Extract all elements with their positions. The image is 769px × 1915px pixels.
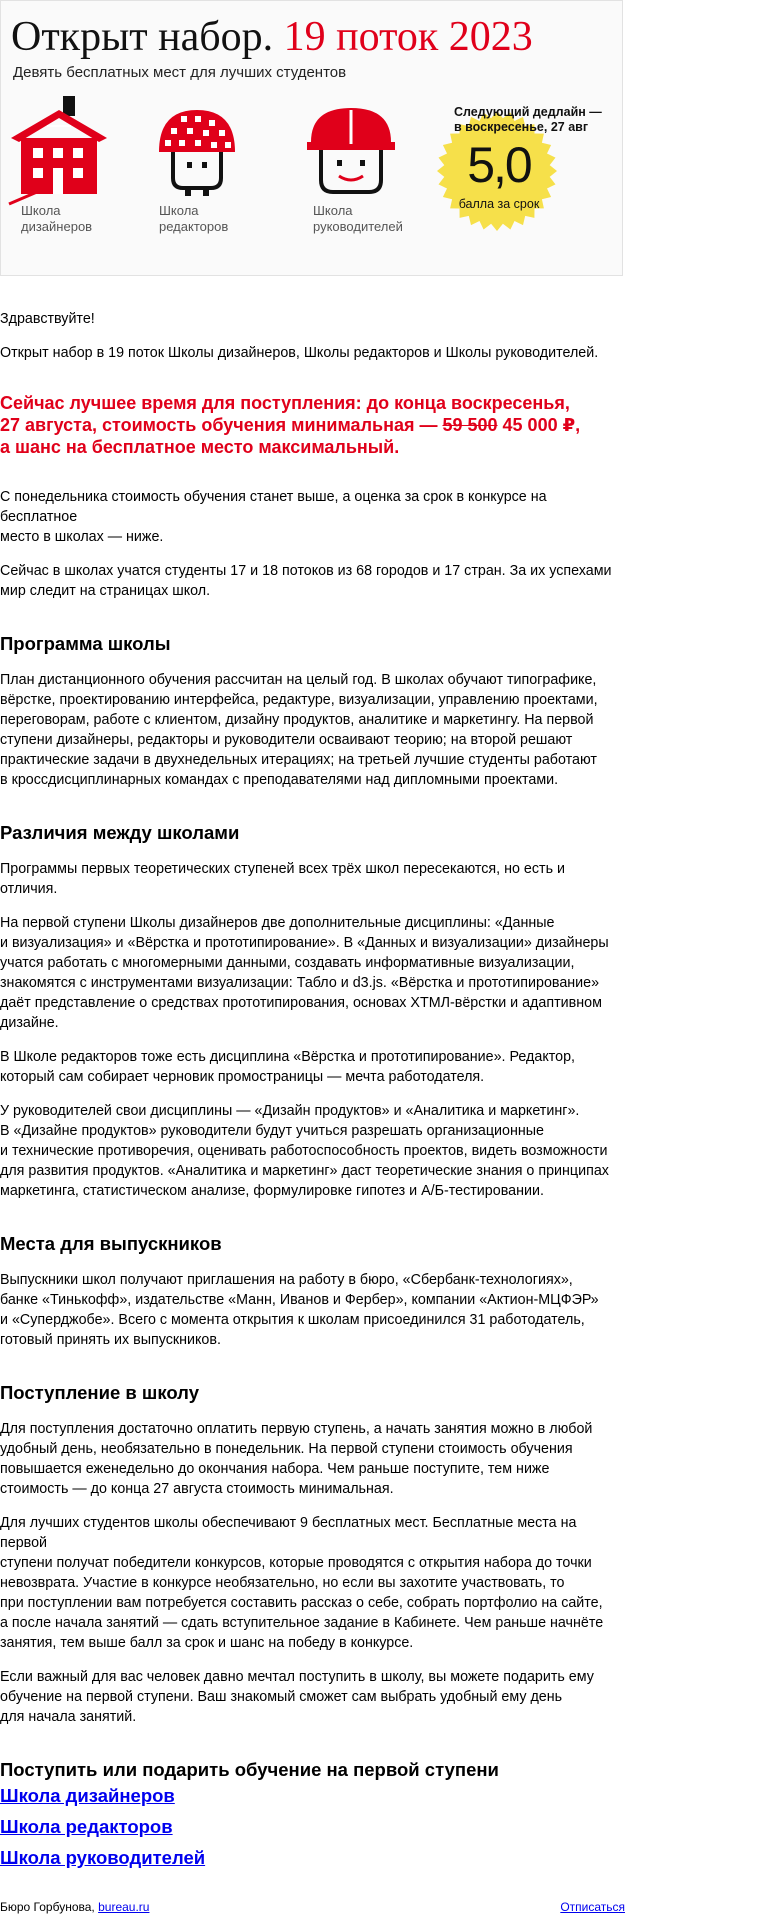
school-editors-tile: [141, 96, 261, 234]
text-line: Если важный для вас человек давно мечтал поступить в школу, вы можете подарить ему: [0, 1669, 594, 1685]
text-line: ступени дизайнеры, редакторы и руководители осваивают теорию; на второй решают: [0, 732, 573, 748]
school-label-line: Школа: [159, 203, 199, 218]
text-line: и «Суперджобе». Всего с момента открытия к школам присоединился 31 работодатель,: [0, 1312, 585, 1328]
text-line: Для лучших студентов школы обеспечивают 9 бесплатных мест. Бесплатные места на первой: [0, 1515, 577, 1551]
text-line: обучение на первой ступени. Ваш знакомый сможет сам выбрать удобный ему день: [0, 1689, 563, 1705]
price-change-note: [0, 487, 625, 547]
text-line: маркетинга, статистическом анализе, формулировке гипотез и А/Б-тестировании.: [0, 1183, 544, 1199]
footer-sender: [0, 1899, 149, 1915]
school-label-line: Школа: [313, 203, 353, 218]
section-title-program: Программа школы: [0, 633, 171, 654]
text-line: С понедельника стоимость обучения станет выше, а оценка за срок в конкурсе на бесплатное: [0, 489, 547, 525]
house-icon: [7, 96, 111, 206]
text-line: дизайне.: [0, 1015, 59, 1031]
school-label-line: руководителей: [313, 219, 403, 234]
text-line: Выпускники школ получают приглашения на работу в бюро, «Сбербанк-технологиях»,: [0, 1272, 573, 1288]
unsubscribe-link[interactable]: Отписаться: [560, 1900, 625, 1914]
deadline-line: в воскресенье, 27 авг: [454, 120, 589, 134]
text-line: удобный день, необязательно в понедельник. На первой ступени стоимость обучения: [0, 1441, 573, 1457]
greeting: Здравствуйте!: [0, 311, 95, 327]
school-label-line: редакторов: [159, 219, 229, 234]
text-line: и технические противоречия, оценивать работоспособность проектов, видеть возможности: [0, 1143, 608, 1159]
enroll-links: [0, 1784, 625, 1870]
school-label-line: Школа: [21, 203, 61, 218]
score-caption: балла за срок: [458, 197, 540, 211]
text-line: Программы первых теоретических ступеней всех трёх школ пересекаются, но есть и отличия.: [0, 861, 565, 897]
text-line: Сейчас в школах учатся студенты 17 и 18 потоков из 68 городов и 17 стран. За их успехами: [0, 563, 612, 579]
text-line: В Школе редакторов тоже есть дисциплина «Вёрстка и прототипирование». Редактор,: [0, 1049, 575, 1065]
score-value: 5,0: [467, 137, 531, 193]
jobs-text: [0, 1270, 625, 1350]
promo-banner[interactable]: [0, 0, 623, 276]
old-price: 59 500: [442, 415, 498, 435]
text-line: практические задачи в двухнедельных итерациях; на третьей лучшие студенты работают: [0, 752, 597, 768]
banner-title-main: Открыт набор.: [11, 14, 274, 60]
deadline-line: Следующий дедлайн —: [454, 105, 602, 119]
intro-text: Открыт набор в 19 поток Школы дизайнеров, Школы редакторов и Школы руководителей.: [0, 345, 599, 361]
text-line: повышается еженедельно до окончания набора. Чем раньше поступите, тем ниже: [0, 1461, 550, 1477]
footer-site-link[interactable]: bureau.ru: [98, 1900, 150, 1914]
text-line: У руководителей свои дисциплины — «Дизайн продуктов» и «Аналитика и маркетинг».: [0, 1103, 580, 1119]
email-footer: [0, 1899, 625, 1915]
school-editors-label: [159, 203, 269, 235]
differences-designers: [0, 913, 625, 1033]
callout-line: а шанс на бесплатное место максимальный.: [0, 437, 400, 457]
text-line: а после начала занятий — сдать вступительное задание в Кабинете. Чем раньше начнёте: [0, 1615, 604, 1631]
text-line: переговорам, работе с клиентом, дизайну продуктов, аналитике и маркетингу. На первой: [0, 712, 594, 728]
differences-managers: [0, 1101, 625, 1201]
text-line: мир следит на страницах школ.: [0, 583, 211, 599]
admission-text-3: [0, 1667, 625, 1727]
admission-text-1: [0, 1419, 625, 1499]
callout-line: [0, 414, 625, 436]
text-line: в кроссдисциплинарных командах с преподавателями над дипломными проектами.: [0, 772, 559, 788]
text-line: На первой ступени Школы дизайнеров две дополнительные дисциплины: «Данные: [0, 915, 555, 931]
text-line: учатся работать с многомерными данными, создавать информативные визуализации,: [0, 955, 575, 971]
text-line: В «Дизайне продуктов» руководители будут учиться разрешать организационные: [0, 1123, 544, 1139]
banner-title: [11, 13, 533, 61]
section-title-differences: Различия между школами: [0, 822, 240, 843]
text-line: для начала занятий.: [0, 1709, 137, 1725]
text-line: вёрстке, проектированию интерфейса, редактуре, визуализации, управлению проектами,: [0, 692, 598, 708]
school-designers-label: [21, 203, 131, 235]
section-title-jobs: Места для выпускников: [0, 1233, 222, 1254]
link-school-designers[interactable]: Школа дизайнеров: [0, 1785, 175, 1806]
callout-line: Сейчас лучшее время для поступления: до конца воскресенья,: [0, 393, 570, 413]
students-note: [0, 561, 625, 601]
program-text: [0, 670, 625, 790]
school-designers-tile: [7, 96, 127, 234]
banner-title-accent: 19 поток 2023: [283, 14, 533, 60]
text-line: который сам собирает черновик промостраницы — мечта работодателя.: [0, 1069, 485, 1085]
section-title-enroll: Поступить или подарить обучение на первой ступени: [0, 1759, 499, 1780]
text-line: План дистанционного обучения рассчитан на целый год. В школах обучают типографике,: [0, 672, 597, 688]
text-line: готовый принять их выпускников.: [0, 1332, 221, 1348]
link-school-managers[interactable]: Школа руководителей: [0, 1847, 206, 1868]
banner-subtitle: Девять бесплатных мест для лучших студентов: [13, 64, 347, 81]
text-line: Для поступления достаточно оплатить первую ступень, а начать занятия можно в любой: [0, 1421, 593, 1437]
text-line: даёт представление о средствах прототипирования, основах ХТМЛ-вёрстки и адаптивном: [0, 995, 602, 1011]
text-line: банке «Тинькофф», издательстве «Манн, Иванов и Фербер», компании «Актион-МЦФЭР»: [0, 1292, 599, 1308]
text-line: стоимость — до конца 27 августа стоимость минимальная.: [0, 1481, 394, 1497]
text-line: и визуализация» и «Вёрстка и прототипирование». В «Данных и визуализации» дизайнеры: [0, 935, 609, 951]
text-line: при поступлении вам потребуется составить рассказ о себе, собрать портфолио на сайте,: [0, 1595, 603, 1611]
text-line: знакомятся с инструментами визуализации: Табло и d3.js. «Вёрстка и прототипирование»: [0, 975, 600, 991]
callout-line-prefix: 27 августа, стоимость обучения минимальная —: [0, 415, 443, 435]
text-line: невозврата. Участие в конкурсе необязательно, но если вы захотите участвовать, то: [0, 1575, 565, 1591]
text-line: ступени получат победители конкурсов, которые проводятся с открытия набора до точки: [0, 1555, 592, 1571]
school-managers-label: [313, 203, 423, 235]
admission-text-2: [0, 1513, 625, 1653]
footer-sender-name: Бюро Горбунова,: [0, 1900, 99, 1914]
differences-intro: [0, 859, 625, 899]
mushroom-icon: [141, 96, 251, 206]
new-price: 45 000 ₽,: [497, 415, 581, 435]
deadline-text: [454, 105, 624, 135]
price-callout: [0, 392, 625, 458]
text-line: место в школах — ниже.: [0, 529, 164, 545]
text-line: для развития продуктов. «Аналитика и маркетинг» даст теоретические знания о принципах: [0, 1163, 609, 1179]
school-managers-tile: [297, 96, 417, 234]
text-line: занятия, тем выше балл за срок и шанс на победу в конкурсе.: [0, 1635, 414, 1651]
differences-editors: [0, 1047, 625, 1087]
helmet-face-icon: [297, 96, 407, 206]
section-title-admission: Поступление в школу: [0, 1382, 199, 1403]
school-label-line: дизайнеров: [21, 219, 93, 234]
link-school-editors[interactable]: Школа редакторов: [0, 1816, 173, 1837]
